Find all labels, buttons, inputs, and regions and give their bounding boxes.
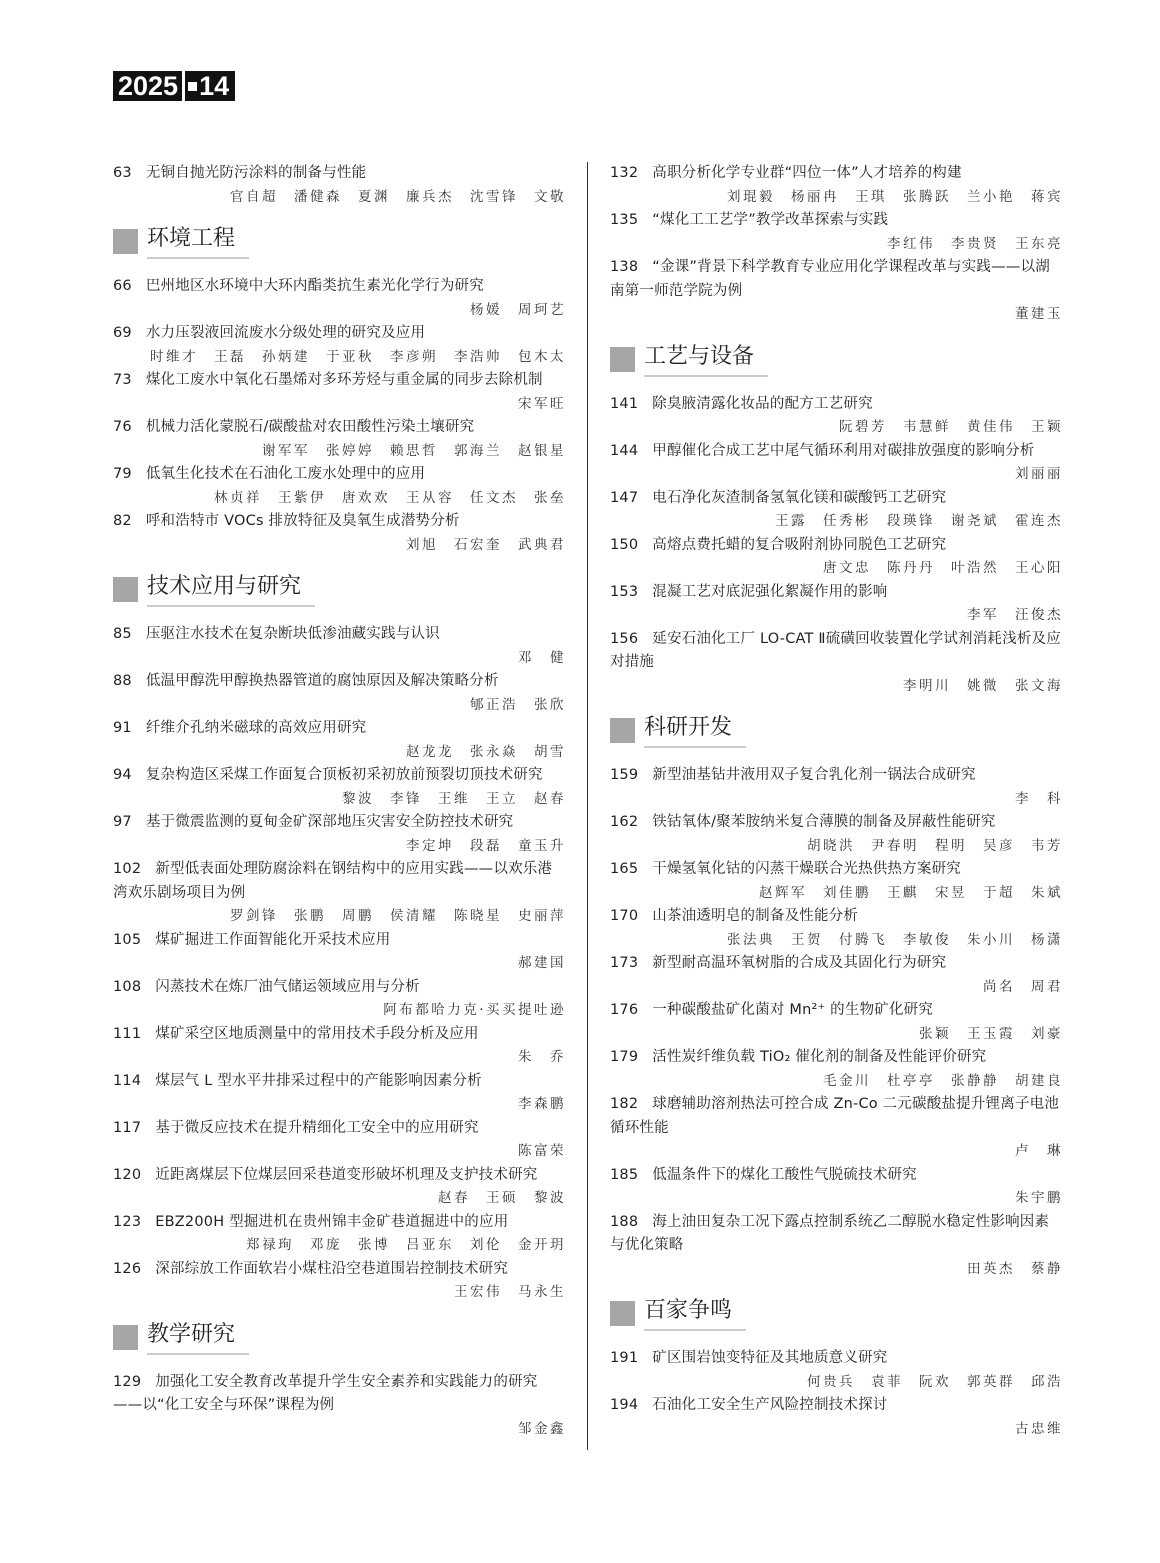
entry-authors: 王宏伟 马永生 <box>454 1284 566 1300</box>
entry-title-line <box>610 256 1063 303</box>
entry-title-line <box>113 162 566 186</box>
entry-title: 无铜自抛光防污涂料的制备与性能 <box>145 165 367 181</box>
entry-page-number: 191 <box>610 1350 639 1366</box>
entry-title: 水力压裂液回流废水分级处理的研究及应用 <box>145 325 426 341</box>
entry-title-line <box>113 322 566 346</box>
toc-entry[interactable] <box>610 1347 1063 1394</box>
entry-page-number: 111 <box>113 1025 142 1042</box>
entry-title-line <box>610 1046 1063 1070</box>
entry-page-number: 94 <box>113 767 132 783</box>
entry-title-line <box>113 1070 566 1094</box>
entry-title: 新型油基钻井液用双子复合乳化剂一锅法合成研究 <box>652 767 976 783</box>
entry-page-number: 141 <box>610 395 639 412</box>
entry-title: 基于微震监测的夏甸金矿深部地压灾害安全防控技术研究 <box>145 814 514 830</box>
entry-page-number: 123 <box>113 1213 142 1230</box>
entry-title: 新型低表面处理防腐涂料在钢结构中的应用实践——以欢乐港湾欢乐剧场项目为例 <box>113 861 553 901</box>
entry-title-line <box>610 905 1063 929</box>
toc-entry[interactable] <box>113 858 566 929</box>
entry-title-line <box>113 463 566 487</box>
section-title: 科研开发 <box>644 713 746 748</box>
entry-title-line <box>610 534 1063 558</box>
entry-page-number: 117 <box>113 1119 142 1136</box>
entry-page-number: 165 <box>610 861 639 877</box>
entry-title-line <box>113 858 566 905</box>
entry-page-number: 182 <box>610 1096 639 1112</box>
toc-entry[interactable] <box>610 1093 1063 1164</box>
entry-page-number: 108 <box>113 978 142 995</box>
entry-authors: 尚名 周君 <box>983 978 1063 995</box>
entry-title: 纤维介孔纳米磁球的高效应用研究 <box>145 720 367 736</box>
entry-authors: 赵春 王硕 黎波 <box>438 1190 566 1206</box>
toc-entry[interactable] <box>610 952 1063 999</box>
entry-title: 活性炭纤维负载 TiO₂ 催化剂的制备及性能评价研究 <box>652 1049 987 1065</box>
entry-page-number: 147 <box>610 489 639 506</box>
entry-authors: 李红伟 李贵贤 王东亮 <box>887 235 1063 252</box>
entry-title-line <box>610 393 1063 417</box>
entry-title-line <box>610 1211 1063 1258</box>
entry-authors: 李 科 <box>1015 790 1063 807</box>
entry-title: 深部综放工作面软岩小煤柱沿空巷道围岩控制技术研究 <box>155 1260 509 1277</box>
section-title: 百家争鸣 <box>644 1296 746 1331</box>
toc-entry[interactable] <box>113 1258 566 1305</box>
entry-title-line <box>113 1117 566 1141</box>
entry-authors: 张颖 王玉霞 刘豪 <box>919 1025 1063 1042</box>
section-header <box>610 343 1063 376</box>
entry-authors: 郝建国 <box>518 955 566 971</box>
entry-page-number: 73 <box>113 372 132 388</box>
entry-title: 煤矿掘进工作面智能化开采技术应用 <box>155 931 391 948</box>
entry-page-number: 129 <box>113 1373 142 1390</box>
toc-entry[interactable] <box>610 393 1063 440</box>
entry-title: 高熔点费托蜡的复合吸附剂协同脱色工艺研究 <box>652 536 947 553</box>
entry-page-number: 97 <box>113 814 132 830</box>
entry-authors: 李明川 姚微 张文海 <box>903 677 1063 694</box>
toc-entry[interactable] <box>113 670 566 717</box>
entry-page-number: 114 <box>113 1072 142 1089</box>
entry-authors: 刘旭 石宏奎 武典君 <box>406 536 566 553</box>
entry-authors: 朱 乔 <box>518 1049 566 1065</box>
entry-page-number: 76 <box>113 419 132 435</box>
entry-page-number: 102 <box>113 861 142 877</box>
toc-entry[interactable] <box>610 440 1063 487</box>
issue-year: 2025 <box>113 71 182 101</box>
entry-page-number: 153 <box>610 583 639 600</box>
section-square-icon <box>113 1325 138 1350</box>
entry-title: 一种碳酸盐矿化菌对 Mn²⁺ 的生物矿化研究 <box>652 1002 934 1018</box>
entry-title-line <box>113 670 566 694</box>
entry-title: 除臭腋清露化妆品的配方工艺研究 <box>652 395 873 412</box>
entry-title-line <box>113 510 566 534</box>
toc-entry[interactable] <box>610 1211 1063 1282</box>
issue-dot-icon <box>188 82 197 91</box>
entry-authors: 朱宇鹏 <box>1015 1190 1063 1206</box>
entry-title-line <box>113 1164 566 1188</box>
toc-entry[interactable] <box>113 1117 566 1164</box>
entry-page-number: 135 <box>610 212 639 228</box>
entry-page-number: 120 <box>113 1166 142 1183</box>
entry-page-number: 105 <box>113 931 142 948</box>
toc-entry[interactable] <box>113 162 566 209</box>
entry-page-number: 144 <box>610 442 639 459</box>
entry-title-line <box>113 976 566 1000</box>
entry-authors: 邹金鑫 <box>518 1420 566 1437</box>
toc-entry[interactable] <box>113 1023 566 1070</box>
entry-authors: 毛金川 杜亭亭 张静静 胡建良 <box>823 1072 1063 1089</box>
section-header <box>610 1297 1063 1330</box>
entry-authors: 邓 健 <box>518 649 566 666</box>
entry-title-line <box>610 952 1063 976</box>
entry-authors: 王露 任秀彬 段瑛锋 谢尧斌 霍连杰 <box>775 513 1063 529</box>
entry-title: 近距离煤层下位煤层回采巷道变形破坏机理及支护技术研究 <box>155 1166 538 1183</box>
entry-page-number: 91 <box>113 720 132 736</box>
entry-title: 巴州地区水环境中大环内酯类抗生素光化学行为研究 <box>145 278 484 294</box>
entry-title-line <box>113 623 566 647</box>
entry-title: 甲醇催化合成工艺中尾气循环利用对碳排放强度的影响分析 <box>652 442 1035 459</box>
entry-page-number: 88 <box>113 673 132 689</box>
entry-title: 干燥氢氧化钴的闪蒸干燥联合光热供热方案研究 <box>652 861 961 877</box>
section-title: 教学研究 <box>147 1320 249 1355</box>
entry-title-line <box>113 1023 566 1047</box>
entry-page-number: 156 <box>610 630 639 647</box>
section-header <box>610 714 1063 747</box>
entry-title-line <box>610 209 1063 233</box>
section-header <box>113 225 566 258</box>
entry-page-number: 79 <box>113 466 132 482</box>
toc-entry[interactable] <box>113 623 566 670</box>
entry-title: “煤化工工艺学”教学改革探索与实践 <box>652 212 889 228</box>
toc-entry[interactable] <box>113 976 566 1023</box>
entry-title-line <box>113 369 566 393</box>
entry-title: 低温甲醇洗甲醇换热器管道的腐蚀原因及解决策略分析 <box>145 673 499 689</box>
entry-title: 延安石油化工厂 LO-CAT Ⅱ硫磺回收装置化学试剂消耗浅析及应对措施 <box>610 630 1061 670</box>
entry-authors: 时维才 王磊 孙炳建 于亚秋 李彦朔 李浩帅 包木太 <box>150 348 566 365</box>
entry-title-line <box>113 717 566 741</box>
issue-number-box <box>185 71 235 101</box>
entry-title-line <box>610 999 1063 1023</box>
entry-authors: 张法典 王贺 付腾飞 李敏俊 朱小川 杨潇 <box>727 931 1063 948</box>
entry-title: “金课”背景下科学教育专业应用化学课程改革与实践——以湖南第一师范学院为例 <box>610 259 1050 299</box>
section-header <box>113 1321 566 1354</box>
section-square-icon <box>113 577 138 602</box>
entry-title-line <box>610 440 1063 464</box>
section-square-icon <box>610 718 635 743</box>
entry-title: 石油化工安全生产风险控制技术探讨 <box>652 1397 888 1413</box>
toc-entry[interactable] <box>113 416 566 463</box>
toc-entry[interactable] <box>113 717 566 764</box>
entry-title-line <box>610 581 1063 605</box>
toc-entry[interactable] <box>610 1394 1063 1441</box>
entry-title: 机械力活化蒙脱石/碳酸盐对农田酸性污染土壤研究 <box>145 419 475 435</box>
entry-authors: 赵龙龙 张永焱 胡雪 <box>406 743 566 760</box>
toc-entry[interactable] <box>113 764 566 811</box>
entry-page-number: 173 <box>610 955 639 971</box>
entry-authors: 杨媛 周珂艺 <box>470 301 566 318</box>
toc-entry[interactable] <box>113 929 566 976</box>
entry-title-line <box>610 811 1063 835</box>
entry-title: 基于微反应技术在提升精细化工安全中的应用研究 <box>155 1119 479 1136</box>
toc-entry[interactable] <box>113 1211 566 1258</box>
toc-entry[interactable] <box>113 1070 566 1117</box>
entry-title-line <box>113 811 566 835</box>
entry-title: 混凝工艺对底泥强化絮凝作用的影响 <box>652 583 888 600</box>
entry-title: EBZ200H 型掘进机在贵州锦丰金矿巷道掘进中的应用 <box>155 1213 509 1230</box>
section-square-icon <box>113 229 138 254</box>
section-title: 技术应用与研究 <box>147 572 315 607</box>
entry-title-line <box>113 416 566 440</box>
section-title: 工艺与设备 <box>644 342 768 377</box>
toc-entry[interactable] <box>113 1371 566 1442</box>
toc-entry[interactable] <box>610 256 1063 327</box>
toc-entry[interactable] <box>610 811 1063 858</box>
entry-title: 矿区围岩蚀变特征及其地质意义研究 <box>652 1350 888 1366</box>
toc-entry[interactable] <box>610 1046 1063 1093</box>
toc-entry[interactable] <box>610 764 1063 811</box>
entry-title-line <box>610 628 1063 675</box>
entry-authors: 郑禄珣 邓庞 张博 吕亚东 刘伦 金开玥 <box>246 1237 566 1253</box>
entry-title-line <box>610 1394 1063 1418</box>
entry-authors: 刘琨毅 杨丽冉 王琪 张腾跃 兰小艳 蒋宾 <box>727 188 1063 205</box>
entry-authors: 胡晓洪 尹春明 程明 吴彦 韦芳 <box>807 837 1063 854</box>
entry-title: 煤矿采空区地质测量中的常用技术手段分析及应用 <box>155 1025 479 1042</box>
entry-title-line <box>610 858 1063 882</box>
entry-title: 新型耐高温环氧树脂的合成及其固化行为研究 <box>652 955 947 971</box>
entry-title-line <box>610 162 1063 186</box>
entry-authors: 卢 琳 <box>1015 1143 1063 1159</box>
entry-title: 压驱注水技术在复杂断块低渗油藏实践与认识 <box>145 626 440 642</box>
entry-authors: 罗剑锋 张鹏 周鹏 侯清耀 陈晓星 史丽萍 <box>230 908 566 924</box>
entry-page-number: 185 <box>610 1166 639 1183</box>
entry-title-line <box>610 1093 1063 1140</box>
toc-right-column <box>610 162 1063 1441</box>
entry-title: 低温条件下的煤化工酸性气脱硫技术研究 <box>652 1166 917 1183</box>
entry-page-number: 63 <box>113 165 132 181</box>
toc-entry[interactable] <box>610 858 1063 905</box>
entry-authors: 陈富荣 <box>518 1143 566 1159</box>
entry-page-number: 159 <box>610 767 639 783</box>
section-title: 环境工程 <box>147 224 249 259</box>
entry-title: 电石净化灰渣制备氢氧化镁和碳酸钙工艺研究 <box>652 489 947 506</box>
entry-title: 煤化工废水中氧化石墨烯对多环芳烃与重金属的同步去除机制 <box>145 372 543 388</box>
toc-entry[interactable] <box>113 510 566 557</box>
toc-entry[interactable] <box>610 1164 1063 1211</box>
section-header <box>113 573 566 606</box>
toc-entry[interactable] <box>610 534 1063 581</box>
entry-page-number: 66 <box>113 278 132 294</box>
entry-authors: 古忠维 <box>1015 1420 1063 1437</box>
entry-title-line <box>610 1164 1063 1188</box>
entry-title: 山茶油透明皂的制备及性能分析 <box>652 908 859 924</box>
entry-page-number: 85 <box>113 626 132 642</box>
entry-authors: 李军 汪俊杰 <box>967 607 1063 623</box>
toc-entry[interactable] <box>610 162 1063 209</box>
entry-page-number: 138 <box>610 259 639 275</box>
entry-title: 加强化工安全教育改革提升学生安全素养和实践能力的研究——以“化工安全与环保”课程为例 <box>113 1373 538 1413</box>
entry-title-line <box>113 764 566 788</box>
toc-entry[interactable] <box>610 628 1063 699</box>
entry-page-number: 188 <box>610 1213 639 1230</box>
entry-title-line <box>610 487 1063 511</box>
toc-entry[interactable] <box>113 275 566 322</box>
entry-authors: 何贵兵 袁菲 阮欢 郭英群 邱浩 <box>807 1373 1063 1390</box>
entry-authors: 阮碧芳 韦慧鲜 黄佳伟 王颖 <box>839 419 1063 435</box>
entry-page-number: 132 <box>610 165 639 181</box>
entry-authors: 董建玉 <box>1015 306 1063 322</box>
entry-authors: 官自超 潘健森 夏渊 廉兵杰 沈雪锋 文敬 <box>230 188 566 205</box>
issue-badge <box>113 71 235 101</box>
entry-title: 低氧生化技术在石油化工废水处理中的应用 <box>145 466 426 482</box>
entry-page-number: 194 <box>610 1397 639 1413</box>
column-divider <box>587 162 588 1450</box>
entry-page-number: 126 <box>113 1260 142 1277</box>
entry-page-number: 170 <box>610 908 639 924</box>
entry-authors: 宋军旺 <box>518 395 566 412</box>
entry-page-number: 162 <box>610 814 639 830</box>
entry-page-number: 179 <box>610 1049 639 1065</box>
entry-page-number: 69 <box>113 325 132 341</box>
toc-entry[interactable] <box>610 209 1063 256</box>
entry-title: 复杂构造区采煤工作面复合顶板初采初放前预裂切顶技术研究 <box>145 767 543 783</box>
toc-left-column <box>113 162 566 1441</box>
entry-authors: 唐文忠 陈丹丹 叶浩然 王心阳 <box>823 560 1063 576</box>
entry-title-line <box>113 275 566 299</box>
section-square-icon <box>610 1301 635 1326</box>
toc-entry[interactable] <box>610 581 1063 628</box>
entry-authors: 刘丽丽 <box>1015 466 1063 482</box>
entry-authors: 田英杰 蔡静 <box>967 1260 1063 1277</box>
entry-title: 海上油田复杂工况下露点控制系统乙二醇脱水稳定性影响因素与优化策略 <box>610 1213 1050 1253</box>
entry-title: 呼和浩特市 VOCs 排放特征及臭氧生成潜势分析 <box>145 513 460 529</box>
issue-number: 14 <box>199 71 230 101</box>
toc-entry[interactable] <box>610 487 1063 534</box>
entry-page-number: 150 <box>610 536 639 553</box>
toc-entry[interactable] <box>113 322 566 369</box>
entry-page-number: 176 <box>610 1002 639 1018</box>
entry-authors: 谢军军 张婷婷 赖思哲 郭海兰 赵银星 <box>262 442 566 459</box>
section-square-icon <box>610 347 635 372</box>
entry-title: 铁钴氧体/聚苯胺纳米复合薄膜的制备及屏蔽性能研究 <box>652 814 996 830</box>
entry-authors: 郇正浩 张欣 <box>470 696 566 713</box>
entry-title-line <box>610 764 1063 788</box>
entry-title-line <box>113 929 566 953</box>
entry-title-line <box>610 1347 1063 1371</box>
entry-authors: 林贞祥 王紫伊 唐欢欢 王从容 任文杰 张垒 <box>214 489 566 506</box>
entry-authors: 李定坤 段磊 童玉升 <box>406 837 566 854</box>
entry-title: 高职分析化学专业群“四位一体”人才培养的构建 <box>652 165 962 181</box>
toc-entry[interactable] <box>113 369 566 416</box>
entry-title-line <box>113 1371 566 1418</box>
entry-authors: 李森鹏 <box>518 1096 566 1112</box>
entry-title: 闪蒸技术在炼厂油气储运领域应用与分析 <box>155 978 420 995</box>
toc-entry[interactable] <box>113 811 566 858</box>
toc-entry[interactable] <box>610 905 1063 952</box>
entry-title-line <box>113 1211 566 1235</box>
entry-title-line <box>113 1258 566 1282</box>
toc-entry[interactable] <box>610 999 1063 1046</box>
entry-authors: 赵辉军 刘佳鹏 王麒 宋昱 于超 朱斌 <box>759 884 1063 901</box>
toc-entry[interactable] <box>113 463 566 510</box>
toc-entry[interactable] <box>113 1164 566 1211</box>
entry-page-number: 82 <box>113 513 132 529</box>
entry-authors: 阿布都哈力克·买买提吐逊 <box>383 1002 566 1018</box>
entry-title: 球磨辅助溶剂热法可控合成 Zn-Co 二元碳酸盐提升锂离子电池循环性能 <box>610 1096 1060 1136</box>
entry-title: 煤层气 L 型水平井排采过程中的产能影响因素分析 <box>155 1072 482 1089</box>
entry-authors: 黎波 李锋 王维 王立 赵春 <box>342 790 566 807</box>
